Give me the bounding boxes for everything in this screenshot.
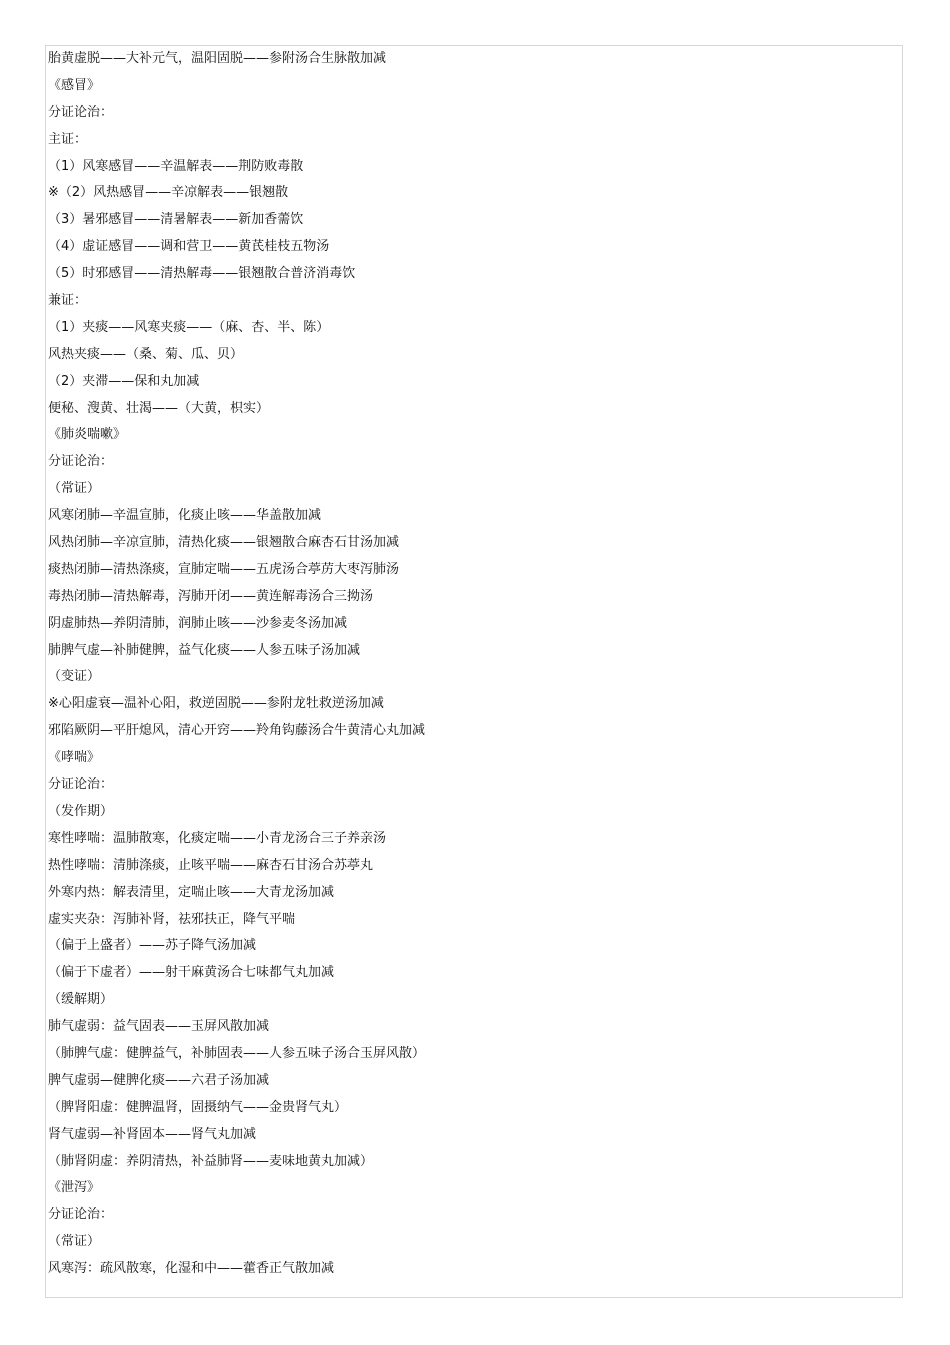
text-line: 胎黄虚脱——大补元气，温阳固脱——参附汤合生脉散加减 <box>48 51 387 66</box>
text-line: 脾气虚弱—健脾化痰——六君子汤加减 <box>48 1072 270 1088</box>
text-line: （2）夹滞——保和丸加减 <box>48 373 200 389</box>
text-line: （常证） <box>48 1234 101 1250</box>
text-line: 分证论治： <box>48 104 114 120</box>
text-line: （4）虚证感冒——调和营卫——黄芪桂枝五物汤 <box>48 239 330 255</box>
text-line: （肺脾气虚：健脾益气，补肺固表——人参五味子汤合玉屏风散） <box>48 1045 426 1061</box>
text-line: 虚实夹杂：泻肺补肾，祛邪扶正，降气平喘 <box>48 911 296 927</box>
text-line: ※心阳虚衰—温补心阳，救逆固脱——参附龙牡救逆汤加减 <box>48 696 384 712</box>
text-line: 毒热闭肺—清热解毒，泻肺开闭——黄连解毒汤合三拗汤 <box>48 588 374 604</box>
text-line: （偏于上盛者）——苏子降气汤加减 <box>48 938 257 954</box>
text-line: 肾气虚弱—补肾固本——肾气丸加减 <box>48 1126 257 1142</box>
text-line: 邪陷厥阴—平肝熄风，清心开窍——羚角钩藤汤合牛黄清心丸加减 <box>48 723 426 739</box>
text-line: 热性哮喘：清肺涤痰，止咳平喘——麻杏石甘汤合苏葶丸 <box>48 857 374 873</box>
text-line: 肺气虚弱：益气固表——玉屏风散加减 <box>48 1019 270 1035</box>
text-line: 阴虚肺热—养阴清肺，润肺止咳——沙参麦冬汤加减 <box>48 615 348 631</box>
text-line: 便秘、溲黄、壮渴——（大黄，枳实） <box>48 400 270 416</box>
text-line: 主证： <box>48 131 88 147</box>
text-line: （缓解期） <box>48 992 114 1008</box>
text-line: （偏于下虚者）——射干麻黄汤合七味都气丸加减 <box>48 965 335 981</box>
section-heading: 《泄泻》 <box>48 1180 101 1196</box>
section-heading: 《肺炎喘嗽》 <box>48 427 127 443</box>
text-line: 兼证： <box>48 293 88 309</box>
section-heading: 《感冒》 <box>48 77 101 93</box>
text-line: （1）夹痰——风寒夹痰——（麻、杏、半、陈） <box>48 319 330 335</box>
text-line: ※（2）风热感冒——辛凉解表——银翘散 <box>48 185 289 201</box>
text-line: 外寒内热：解表清里，定喘止咳——大青龙汤加减 <box>48 884 335 900</box>
text-line: （脾肾阳虚：健脾温肾，固摄纳气——金贵肾气丸） <box>48 1099 348 1115</box>
text-line: （常证） <box>48 481 101 497</box>
text-line: 风寒泻：疏风散寒，化湿和中——藿香正气散加减 <box>48 1261 335 1277</box>
text-line: 风热夹痰——（桑、菊、瓜、贝） <box>48 346 244 362</box>
text-line: 分证论治： <box>48 1207 114 1223</box>
text-line: 分证论治： <box>48 777 114 793</box>
text-line: 寒性哮喘：温肺散寒，化痰定喘——小青龙汤合三子养亲汤 <box>48 830 387 846</box>
document-body <box>48 48 898 1285</box>
text-line: 风热闭肺—辛凉宣肺，清热化痰——银翘散合麻杏石甘汤加减 <box>48 535 400 551</box>
text-line: （肺肾阴虚：养阴清热，补益肺肾——麦味地黄丸加减） <box>48 1153 374 1169</box>
text-line: 分证论治： <box>48 454 114 470</box>
text-line: （1）风寒感冒——辛温解表——荆防败毒散 <box>48 158 304 174</box>
text-line: （5）时邪感冒——清热解毒——银翘散合普济消毒饮 <box>48 266 356 282</box>
text-line: 肺脾气虚—补肺健脾，益气化痰——人参五味子汤加减 <box>48 642 361 658</box>
text-line: （3）暑邪感冒——清暑解表——新加香薷饮 <box>48 212 304 228</box>
text-line: （变证） <box>48 669 101 685</box>
text-line: 风寒闭肺—辛温宣肺，化痰止咳——华盖散加减 <box>48 508 322 524</box>
section-heading: 《哮喘》 <box>48 750 101 766</box>
text-line: 痰热闭肺—清热涤痰，宣肺定喘——五虎汤合葶苈大枣泻肺汤 <box>48 561 400 577</box>
text-line: （发作期） <box>48 803 114 819</box>
